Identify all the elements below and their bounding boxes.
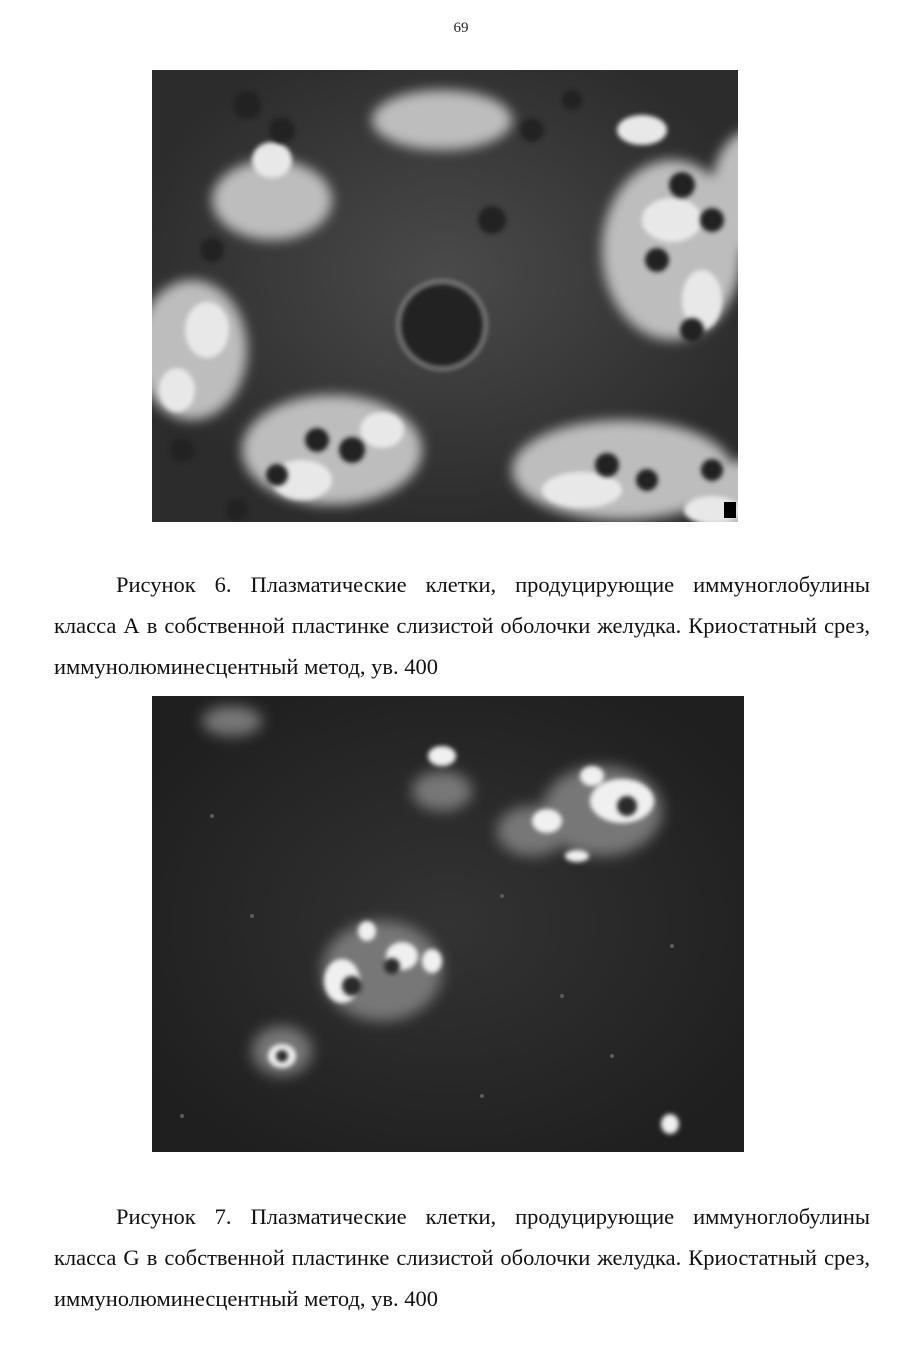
- figure-7-caption: [54, 1196, 870, 1319]
- figure-6-caption: [54, 564, 870, 687]
- figure-7-micrograph: [152, 696, 744, 1152]
- micrograph-image: [152, 696, 744, 1152]
- micrograph-image: [152, 70, 738, 522]
- figure-6-micrograph: [152, 70, 738, 522]
- caption-text: Рисунок 6. Плазматические клетки, продуцирующие иммуноглобулины класса А в собственной пластинке слизистой оболочки желудка. Криостатный срез, иммунолюминесцентный метод, ув. 400: [54, 572, 870, 679]
- caption-text: Рисунок 7. Плазматические клетки, продуцирующие иммуноглобулины класса G в собственной пластинке слизистой оболочки желудка. Криостатный срез, иммунолюминесцентный метод, ув. 400: [54, 1204, 870, 1311]
- page-number: 69: [453, 20, 469, 36]
